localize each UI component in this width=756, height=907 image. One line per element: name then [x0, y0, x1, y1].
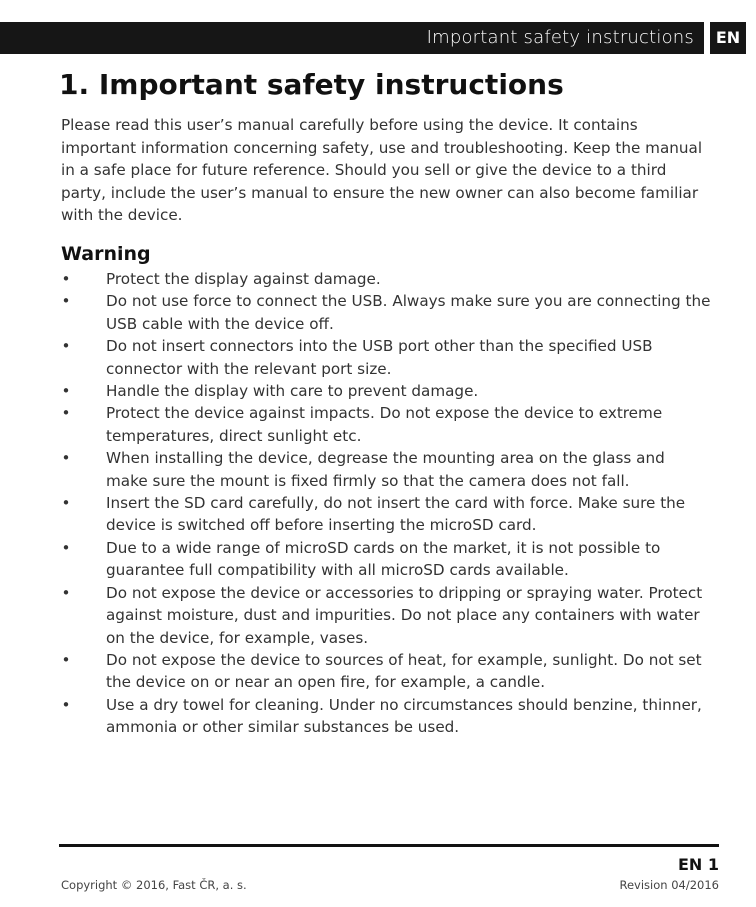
- warning-item-text: Due to a wide range of microSD cards on the market, it is not possible to guarantee full compatibility with all microSD cards available.: [106, 538, 661, 580]
- header-bar: [0, 22, 704, 54]
- bullet-icon: •: [61, 270, 71, 288]
- warning-item: [61, 380, 711, 402]
- bullet-icon: •: [61, 337, 71, 356]
- header-title: Important safety instructions: [426, 27, 694, 48]
- warning-item: [61, 268, 711, 290]
- warning-heading: Warning: [61, 243, 151, 265]
- warning-item-text: Do not expose the device or accessories to dripping or spraying water. Protect against moisture, dust and impurities. Do not place any containers with water on the device, for example, vases.: [106, 583, 703, 647]
- warning-list: [61, 268, 711, 739]
- warning-item-text: Protect the display against damage.: [106, 270, 381, 288]
- bullet-icon: •: [61, 292, 71, 311]
- bullet-icon: •: [61, 404, 71, 423]
- bullet-icon: •: [61, 449, 71, 468]
- intro-paragraph: Please read this user’s manual carefully before using the device. It contains important information concerning safety, use and troubleshooting. Keep the manual in a safe place for future reference. Should you sell or give the device to a third party, include the user’s manual to ensure the new owner can also become familiar with the device.: [61, 116, 703, 225]
- warning-item-text: Insert the SD card carefully, do not insert the card with force. Make sure the device is switched off before inserting the microSD card.: [106, 494, 686, 535]
- page-number: EN 1: [677, 855, 719, 874]
- warning-item: [61, 492, 711, 537]
- warning-item-text: Handle the display with care to prevent damage.: [106, 382, 479, 401]
- warning-item-text: Use a dry towel for cleaning. Under no circumstances should benzine, thinner, ammonia or other similar substances be used.: [106, 695, 702, 737]
- page-title: 1. Important safety instructions: [59, 68, 564, 101]
- warning-item: [61, 447, 711, 492]
- language-badge: EN: [710, 22, 746, 54]
- warning-item: [61, 582, 711, 649]
- warning-item: [61, 537, 711, 582]
- warning-item: [61, 335, 711, 380]
- warning-item-text: When installing the device, degrease the mounting area on the glass and make sure the mount is fixed firmly so that the camera does not fall.: [106, 449, 665, 490]
- revision-text: Revision 04/2016: [619, 878, 719, 892]
- bullet-icon: •: [61, 494, 71, 513]
- bullet-icon: •: [61, 650, 71, 669]
- footer-divider: [59, 844, 719, 847]
- warning-item-text: Do not expose the device to sources of heat, for example, sunlight. Do not set the device on or near an open fire, for example, a candle.: [106, 650, 702, 692]
- warning-item: [61, 402, 711, 447]
- bullet-icon: •: [61, 538, 71, 557]
- bullet-icon: •: [61, 695, 71, 714]
- warning-item-text: Do not insert connectors into the USB port other than the specified USB connector with the relevant port size.: [106, 337, 653, 378]
- warning-item-text: Do not use force to connect the USB. Always make sure you are connecting the USB cable with the device off.: [106, 292, 711, 333]
- bullet-icon: •: [61, 382, 71, 401]
- warning-item: [61, 649, 711, 694]
- warning-item: [61, 694, 711, 739]
- bullet-icon: •: [61, 583, 71, 602]
- warning-item: [61, 290, 711, 335]
- warning-item-text: Protect the device against impacts. Do not expose the device to extreme temperatures, direct sunlight etc.: [106, 404, 663, 445]
- copyright-text: Copyright © 2016, Fast ČR, a. s.: [61, 878, 247, 892]
